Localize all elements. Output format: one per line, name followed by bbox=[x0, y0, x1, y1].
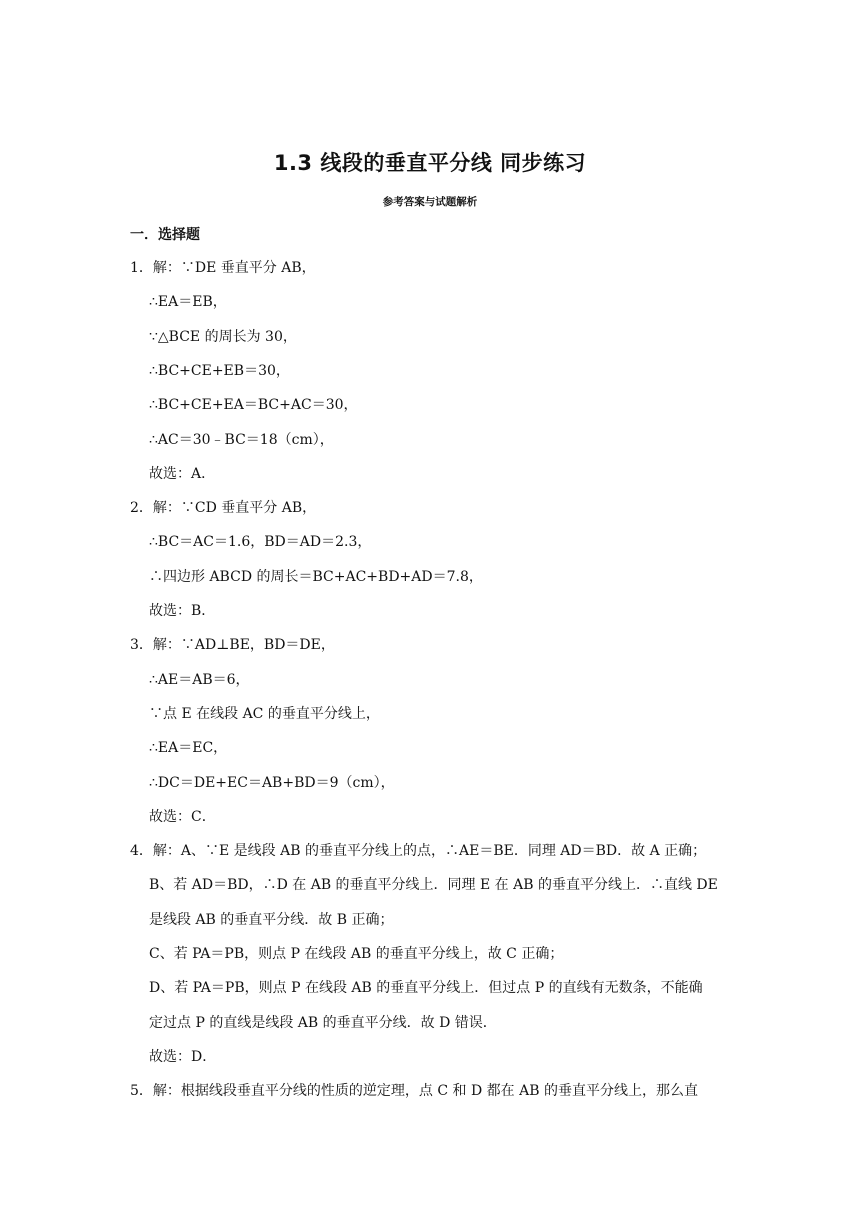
answer-step-line: ∵点 E 在线段 AC 的垂直平分线上， bbox=[149, 705, 380, 722]
answer-step-line: ∴EA＝EC， bbox=[149, 740, 228, 757]
question-answer-line: 5．解：根据线段垂直平分线的性质的逆定理，点 C 和 D 都在 AB 的垂直平分线上，那么直 bbox=[130, 1083, 698, 1100]
answer-step-line: ∴BC＝AC＝1.6，BD＝AD＝2.3， bbox=[149, 534, 372, 551]
answer-step-line: C、若 PA＝PB，则点 P 在线段 AB 的垂直平分线上，故 C 正确； bbox=[149, 946, 564, 962]
answer-step-line: 是线段 AB 的垂直平分线．故 B 正确； bbox=[149, 911, 394, 928]
question-answer-line: 1．解：∵DE 垂直平分 AB， bbox=[130, 260, 316, 276]
answer-step-line: ∴DC＝DE+EC＝AB+BD＝9（cm）， bbox=[149, 774, 395, 791]
answer-step-line: B、若 AD＝BD，∴D 在 AB 的垂直平分线上．同理 E 在 AB 的垂直平分线上．∴直线 DE bbox=[149, 877, 718, 894]
answer-step-line: ∴四边形 ABCD 的周长＝BC+AC+BD+AD＝7.8， bbox=[149, 568, 483, 585]
answer-step-line: 定过点 P 的直线是线段 AB 的垂直平分线．故 D 错误． bbox=[149, 1014, 497, 1031]
answer-step-line: ∴AE＝AB＝6， bbox=[149, 671, 250, 688]
answer-step-line: D、若 PA＝PB，则点 P 在线段 AB 的垂直平分线上．但过点 P 的直线有无数条，不能确 bbox=[149, 980, 703, 997]
page-title: 1.3 线段的垂直平分线 同步练习 bbox=[273, 151, 587, 175]
answer-step-line: ∴EA＝EB， bbox=[149, 294, 227, 311]
answer-step-line: ∴BC+CE+EB＝30， bbox=[149, 362, 290, 379]
section-heading: 一．选择题 bbox=[130, 227, 200, 243]
answer-step-line: ∴AC＝30﹣BC＝18（cm）， bbox=[149, 431, 334, 448]
answer-step-line: ∴BC+CE+EA＝BC+AC＝30， bbox=[149, 397, 358, 414]
answer-step-line: 故选：D． bbox=[149, 1048, 217, 1065]
question-answer-line: 2．解：∵CD 垂直平分 AB， bbox=[130, 500, 317, 517]
answer-step-line: ∵△BCE 的周长为 30， bbox=[149, 328, 297, 345]
question-answer-line: 3．解：∵AD⊥BE，BD＝DE， bbox=[130, 637, 335, 654]
page-subtitle: 参考答案与试题解析 bbox=[382, 196, 478, 208]
question-answer-line: 4．解：A、∵E 是线段 AB 的垂直平分线上的点，∴AE＝BE．同理 AD＝BD．故 A 正确； bbox=[130, 843, 707, 860]
answer-step-line: 故选：B． bbox=[149, 603, 216, 619]
answer-step-line: 故选：A． bbox=[149, 465, 216, 482]
answer-step-line: 故选：C． bbox=[149, 808, 216, 825]
